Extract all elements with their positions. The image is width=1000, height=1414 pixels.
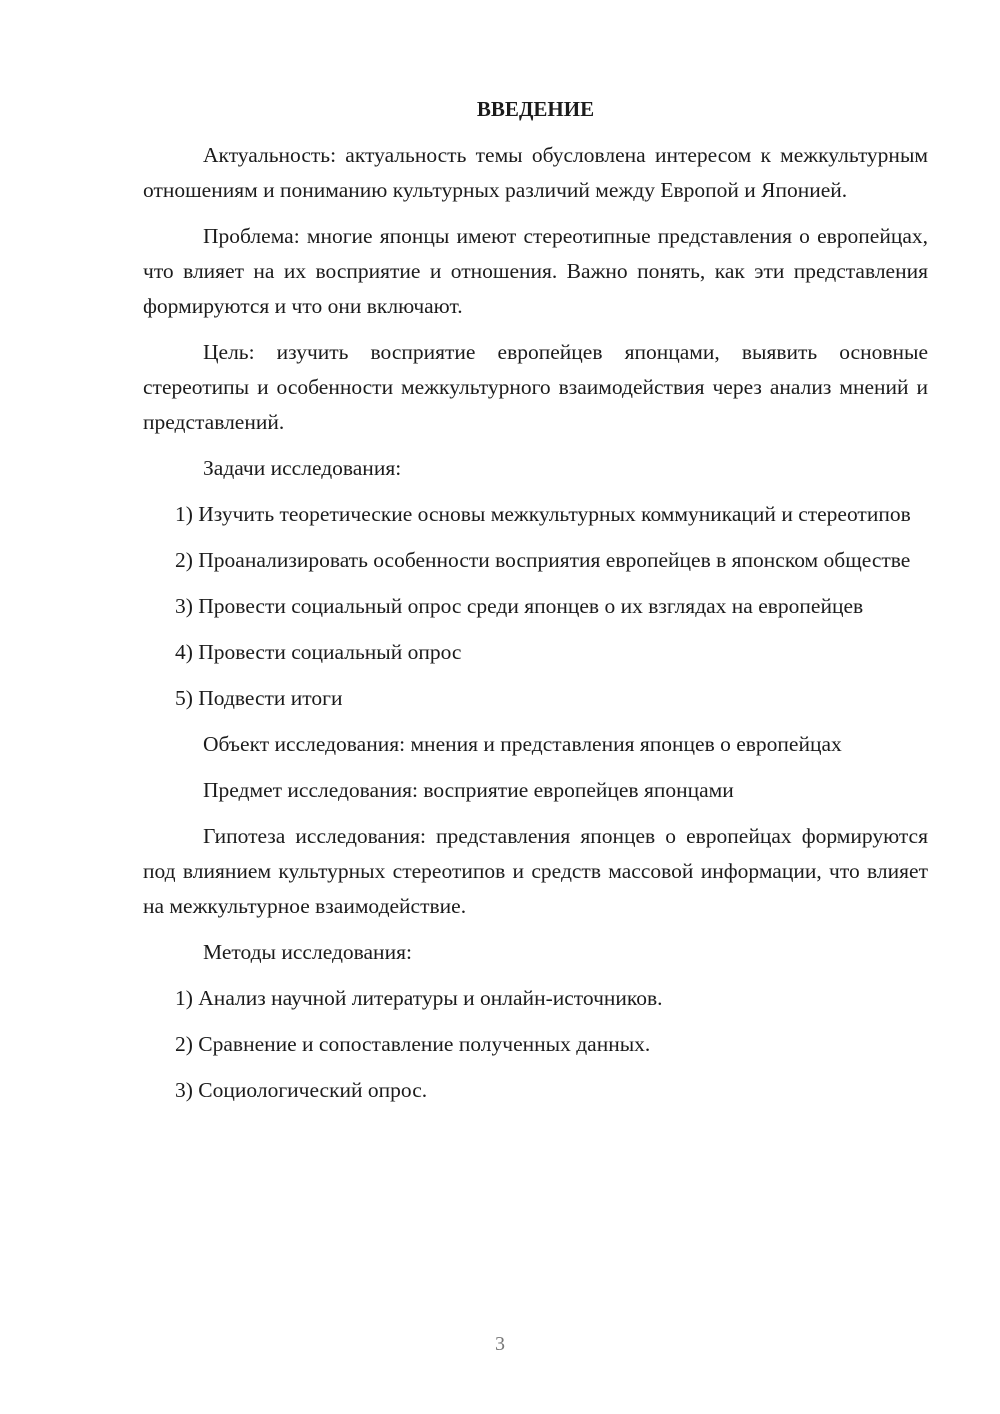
subject-paragraph: Предмет исследования: восприятие европейцев японцами bbox=[203, 778, 734, 802]
tasks-heading: Задачи исследования: bbox=[203, 456, 402, 480]
method-item-3: 3) Социологический опрос. bbox=[175, 1078, 428, 1102]
methods-heading: Методы исследования: bbox=[203, 940, 412, 964]
task-item-1: 1) Изучить теоретические основы межкультурных коммуникаций и стереотипов bbox=[175, 502, 911, 526]
method-item-2: 2) Сравнение и сопоставление полученных данных. bbox=[175, 1032, 651, 1056]
page-number: 3 bbox=[495, 1333, 505, 1355]
task-item-4: 4) Провести социальный опрос bbox=[175, 640, 462, 664]
task-item-3: 3) Провести социальный опрос среди японцев о их взглядах на европейцев bbox=[175, 594, 864, 618]
goal-paragraph: Цель: изучить восприятие европейцев японцами, выявить основные стереотипы и особенности межкультурного взаимодействия через анализ мнений и представлений. bbox=[143, 340, 928, 434]
task-item-2: 2) Проанализировать особенности восприятия европейцев в японском обществе bbox=[175, 548, 911, 572]
object-paragraph: Объект исследования: мнения и представления японцев о европейцах bbox=[203, 732, 842, 756]
problem-paragraph: Проблема: многие японцы имеют стереотипные представления о европейцах, что влияет на их восприятие и отношения. Важно понять, как эти представления формируются и что они включают. bbox=[143, 224, 928, 318]
hypothesis-paragraph: Гипотеза исследования: представления японцев о европейцах формируются под влиянием культурных стереотипов и средств массовой информации, что влияет на межкультурное взаимодействие. bbox=[143, 824, 928, 918]
relevance-paragraph: Актуальность: актуальность темы обусловлена интересом к межкультурным отношениям и пониманию культурных различий между Европой и Японией. bbox=[143, 143, 928, 202]
document-body bbox=[143, 92, 928, 1119]
task-item-5: 5) Подвести итоги bbox=[175, 686, 343, 710]
method-item-1: 1) Анализ научной литературы и онлайн-источников. bbox=[175, 986, 663, 1010]
section-title: ВВЕДЕНИЕ bbox=[476, 97, 595, 121]
